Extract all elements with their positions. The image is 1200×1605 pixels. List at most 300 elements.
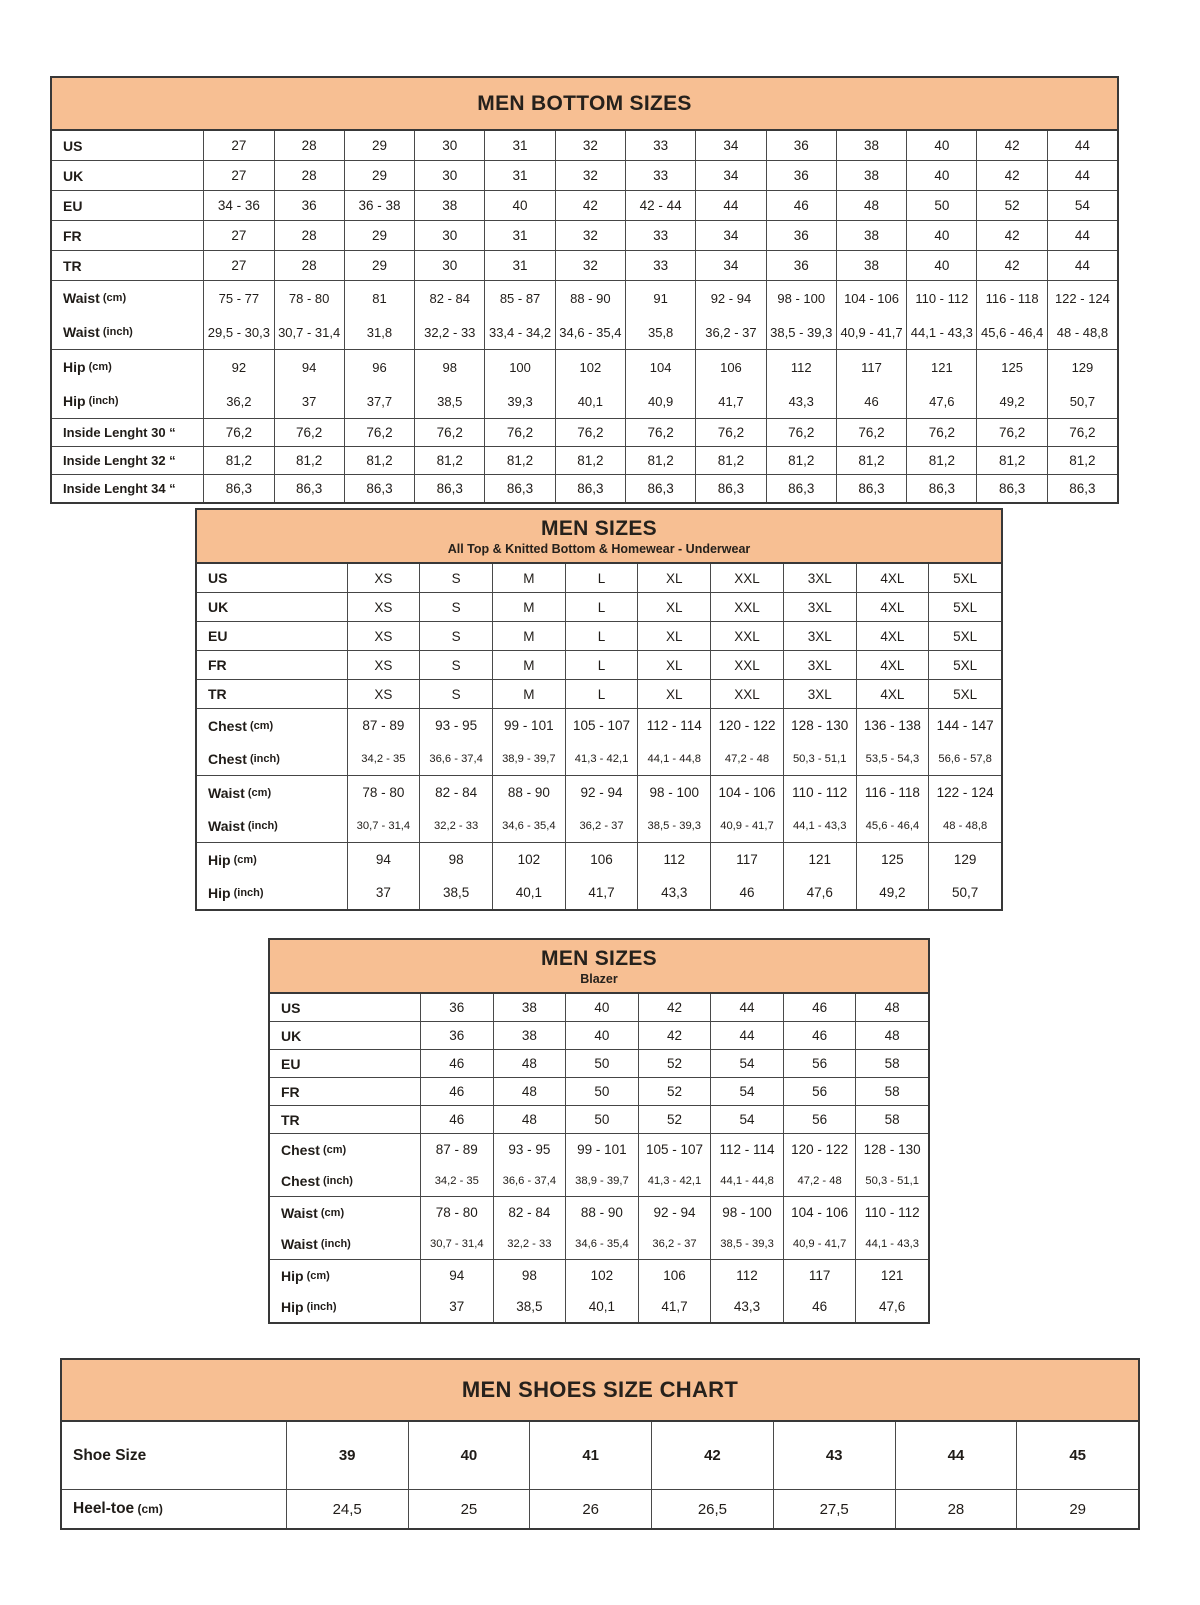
row-label	[52, 281, 203, 315]
value-cell: 102	[565, 1260, 638, 1291]
value-cell: 28	[274, 221, 344, 250]
value-cell: 106	[565, 843, 638, 876]
value-cell: 33,4 - 34,2	[484, 315, 554, 349]
value-cell: XS	[347, 593, 420, 621]
value-cell: 30,7 - 31,4	[420, 1228, 493, 1259]
row-label	[52, 251, 203, 280]
value-cell: 47,2 - 48	[710, 742, 783, 775]
value-cell: 99 - 101	[565, 1134, 638, 1165]
value-cell: 38,5 - 39,3	[637, 809, 710, 842]
value-cell: 28	[274, 251, 344, 280]
table-row	[52, 251, 1117, 280]
value-cell: 27	[203, 161, 273, 190]
table-header-band	[62, 1360, 1138, 1422]
value-cell: 42	[638, 994, 711, 1021]
row-label	[197, 776, 347, 809]
value-cell: 88 - 90	[555, 281, 625, 315]
value-cell: 112 - 114	[637, 709, 710, 742]
value-cell: 3XL	[783, 564, 856, 592]
value-cell: 38	[414, 191, 484, 220]
value-cell: 41,3 - 42,1	[565, 742, 638, 775]
value-cell: 33	[625, 161, 695, 190]
value-cell: 98 - 100	[710, 1197, 783, 1228]
value-cell: 94	[347, 843, 420, 876]
value-cell: 27	[203, 131, 273, 160]
value-cell: 122 - 124	[928, 776, 1001, 809]
value-cell: 78 - 80	[420, 1197, 493, 1228]
value-cell: 34,2 - 35	[347, 742, 420, 775]
row-label-text: TR	[281, 1111, 300, 1128]
value-cell: 91	[625, 281, 695, 315]
value-cell: 85 - 87	[484, 281, 554, 315]
table-row	[62, 1422, 1138, 1489]
table-row	[270, 1106, 928, 1133]
value-cell: 44	[710, 1022, 783, 1049]
value-cell: 32,2 - 33	[414, 315, 484, 349]
value-cell: 34,6 - 35,4	[492, 809, 565, 842]
row-label	[197, 843, 347, 876]
row-label-text: UK	[208, 599, 229, 615]
row-label	[270, 1197, 420, 1228]
value-cell: 125	[856, 843, 929, 876]
value-cell: 42	[638, 1022, 711, 1049]
value-cell: 44,1 - 43,3	[855, 1228, 928, 1259]
value-cell: 34	[695, 251, 765, 280]
table-row	[270, 1291, 928, 1322]
table-section	[270, 1133, 928, 1196]
value-cell: 76,2	[1047, 419, 1117, 446]
value-cell: 49,2	[976, 384, 1046, 418]
value-cell: 42	[976, 131, 1046, 160]
table-section	[197, 842, 1001, 909]
value-cell: 4XL	[856, 651, 929, 679]
row-label-text: US	[63, 137, 83, 154]
value-cell: XL	[637, 622, 710, 650]
value-cell: 46	[783, 1022, 856, 1049]
value-cell: 32	[555, 131, 625, 160]
table-row	[197, 843, 1001, 876]
value-cell: 98	[419, 843, 492, 876]
value-cell: 110 - 112	[783, 776, 856, 809]
value-cell: 30	[414, 221, 484, 250]
value-cell: 43,3	[710, 1291, 783, 1322]
value-cell: 47,6	[783, 876, 856, 909]
value-cell: L	[565, 593, 638, 621]
value-cell: 48	[493, 1106, 566, 1133]
value-cell: 49,2	[856, 876, 929, 909]
value-cell: 28	[274, 131, 344, 160]
value-cell: M	[492, 564, 565, 592]
value-cell: XL	[637, 593, 710, 621]
value-cell: 98	[414, 350, 484, 384]
table-row	[52, 315, 1117, 349]
value-cell: 117	[783, 1260, 856, 1291]
value-cell: 58	[855, 1078, 928, 1105]
row-label	[62, 1422, 286, 1489]
row-label-text: Waist	[281, 1235, 318, 1252]
table-section	[270, 1077, 928, 1105]
row-label-unit: (cm)	[319, 1143, 347, 1156]
value-cell: 34	[695, 161, 765, 190]
value-cell: 76,2	[555, 419, 625, 446]
value-cell: 102	[555, 350, 625, 384]
row-label	[52, 350, 203, 384]
value-cell: 86,3	[484, 475, 554, 502]
table-section	[270, 994, 928, 1021]
value-cell: 3XL	[783, 680, 856, 708]
value-cell: 50,7	[1047, 384, 1117, 418]
value-cell: 81,2	[414, 447, 484, 474]
value-cell: 25	[408, 1490, 530, 1528]
value-cell: 36,2 - 37	[638, 1228, 711, 1259]
value-cell: 38,9 - 39,7	[492, 742, 565, 775]
value-cell: 117	[836, 350, 906, 384]
value-cell: 31	[484, 131, 554, 160]
table-section	[270, 1049, 928, 1077]
value-cell: 112	[637, 843, 710, 876]
value-cell: 29	[344, 221, 414, 250]
value-cell: 38,5	[493, 1291, 566, 1322]
value-cell: L	[565, 651, 638, 679]
value-cell: 106	[695, 350, 765, 384]
row-label	[197, 876, 347, 909]
value-cell: 27	[203, 251, 273, 280]
value-cell: 56	[783, 1050, 856, 1077]
row-label-text: Hip	[63, 359, 86, 375]
value-cell: 81,2	[484, 447, 554, 474]
value-cell: S	[419, 651, 492, 679]
value-cell: 42	[976, 251, 1046, 280]
table-row	[270, 1078, 928, 1105]
value-cell: 42	[976, 161, 1046, 190]
table-section	[62, 1489, 1138, 1528]
row-label	[197, 622, 347, 650]
value-cell: 88 - 90	[565, 1197, 638, 1228]
value-cell: 40	[906, 251, 976, 280]
value-cell: 34,6 - 35,4	[565, 1228, 638, 1259]
table-row	[197, 876, 1001, 909]
men-shoes-size-chart-table	[60, 1358, 1140, 1530]
value-cell: 81,2	[274, 447, 344, 474]
value-cell: 38,5 - 39,3	[710, 1228, 783, 1259]
value-cell: 40,9 - 41,7	[836, 315, 906, 349]
value-cell: 37	[274, 384, 344, 418]
table-section	[270, 1196, 928, 1259]
row-label	[270, 1134, 420, 1165]
row-label-text: FR	[208, 657, 227, 673]
value-cell: 48	[855, 1022, 928, 1049]
value-cell: 99 - 101	[492, 709, 565, 742]
row-label	[197, 564, 347, 592]
value-cell: 44,1 - 43,3	[906, 315, 976, 349]
value-cell: 34	[695, 131, 765, 160]
value-cell: 81	[344, 281, 414, 315]
value-cell: 41,3 - 42,1	[638, 1165, 711, 1196]
row-label	[197, 651, 347, 679]
value-cell: 122 - 124	[1047, 281, 1117, 315]
value-cell: 76,2	[203, 419, 273, 446]
value-cell: 4XL	[856, 564, 929, 592]
row-label	[270, 1078, 420, 1105]
table-row	[52, 131, 1117, 160]
table-section	[270, 1259, 928, 1322]
value-cell: 50	[565, 1106, 638, 1133]
value-cell: 86,3	[695, 475, 765, 502]
value-cell: 33	[625, 251, 695, 280]
value-cell: 50,3 - 51,1	[783, 742, 856, 775]
row-label	[197, 742, 347, 775]
value-cell: 121	[783, 843, 856, 876]
value-cell: 36,6 - 37,4	[493, 1165, 566, 1196]
value-cell: 29	[344, 161, 414, 190]
value-cell: 86,3	[344, 475, 414, 502]
value-cell: 41,7	[638, 1291, 711, 1322]
table-section	[197, 592, 1001, 621]
row-label	[52, 315, 203, 349]
value-cell: 44	[895, 1422, 1017, 1489]
value-cell: 36	[766, 161, 836, 190]
value-cell: 29	[1016, 1490, 1138, 1528]
table-row	[52, 384, 1117, 418]
value-cell: 94	[420, 1260, 493, 1291]
value-cell: 48	[493, 1078, 566, 1105]
value-cell: L	[565, 564, 638, 592]
value-cell: 39,3	[484, 384, 554, 418]
value-cell: 26,5	[651, 1490, 773, 1528]
table-section	[62, 1422, 1138, 1489]
table-section	[52, 220, 1117, 250]
value-cell: 50,3 - 51,1	[855, 1165, 928, 1196]
value-cell: 32	[555, 161, 625, 190]
value-cell: 36,2	[203, 384, 273, 418]
table-section	[197, 650, 1001, 679]
value-cell: 48	[855, 994, 928, 1021]
value-cell: 30,7 - 31,4	[347, 809, 420, 842]
row-label-text: TR	[208, 686, 227, 702]
value-cell: 92	[203, 350, 273, 384]
value-cell: 46	[836, 384, 906, 418]
table-section	[52, 280, 1117, 349]
value-cell: 29,5 - 30,3	[203, 315, 273, 349]
row-label-text: EU	[208, 628, 228, 644]
value-cell: 40,1	[492, 876, 565, 909]
row-label-text: Inside Lenght 32 “	[63, 453, 176, 468]
men-bottom-sizes-table	[50, 76, 1119, 504]
table-row	[197, 680, 1001, 708]
value-cell: 54	[1047, 191, 1117, 220]
row-label-text: Hip	[208, 884, 231, 901]
value-cell: 31	[484, 251, 554, 280]
value-cell: 37	[420, 1291, 493, 1322]
value-cell: XS	[347, 680, 420, 708]
table-row	[270, 1260, 928, 1291]
value-cell: 129	[928, 843, 1001, 876]
table-row	[270, 1197, 928, 1228]
value-cell: 36	[274, 191, 344, 220]
value-cell: 112	[766, 350, 836, 384]
row-label-text: UK	[63, 167, 84, 184]
table-section	[197, 775, 1001, 842]
value-cell: 120 - 122	[710, 709, 783, 742]
value-cell: 46	[783, 994, 856, 1021]
value-cell: 30,7 - 31,4	[274, 315, 344, 349]
row-label	[52, 475, 203, 502]
value-cell: 87 - 89	[347, 709, 420, 742]
value-cell: 40,1	[555, 384, 625, 418]
value-cell: 36	[420, 1022, 493, 1049]
value-cell: 128 - 130	[855, 1134, 928, 1165]
value-cell: XL	[637, 680, 710, 708]
row-label-unit: (inch)	[230, 886, 264, 899]
value-cell: 43	[773, 1422, 895, 1489]
table-row	[52, 419, 1117, 446]
value-cell: 112 - 114	[710, 1134, 783, 1165]
men-sizes-tops-table	[195, 508, 1003, 911]
value-cell: 30	[414, 251, 484, 280]
value-cell: 3XL	[783, 622, 856, 650]
table-section	[52, 250, 1117, 280]
row-label-unit: (cm)	[99, 292, 127, 304]
table-row	[197, 564, 1001, 592]
row-label-text: EU	[281, 1055, 301, 1072]
value-cell: 45,6 - 46,4	[976, 315, 1046, 349]
table-section	[270, 1021, 928, 1049]
value-cell: L	[565, 622, 638, 650]
value-cell: 50	[906, 191, 976, 220]
value-cell: 116 - 118	[976, 281, 1046, 315]
value-cell: M	[492, 622, 565, 650]
value-cell: 81,2	[555, 447, 625, 474]
value-cell: 76,2	[976, 419, 1046, 446]
value-cell: 3XL	[783, 651, 856, 679]
value-cell: XL	[637, 564, 710, 592]
value-cell: 120 - 122	[783, 1134, 856, 1165]
value-cell: XS	[347, 564, 420, 592]
value-cell: 48	[493, 1050, 566, 1077]
value-cell: 43,3	[766, 384, 836, 418]
table-row	[52, 281, 1117, 315]
value-cell: 93 - 95	[493, 1134, 566, 1165]
value-cell: 30	[414, 161, 484, 190]
value-cell: 48	[836, 191, 906, 220]
value-cell: S	[419, 680, 492, 708]
value-cell: 82 - 84	[414, 281, 484, 315]
value-cell: 40	[906, 161, 976, 190]
value-cell: 75 - 77	[203, 281, 273, 315]
value-cell: 34,6 - 35,4	[555, 315, 625, 349]
value-cell: 5XL	[928, 593, 1001, 621]
value-cell: 38,9 - 39,7	[565, 1165, 638, 1196]
value-cell: 31	[484, 221, 554, 250]
row-label	[52, 384, 203, 418]
value-cell: 38,5	[414, 384, 484, 418]
value-cell: 48 - 48,8	[928, 809, 1001, 842]
value-cell: 136 - 138	[856, 709, 929, 742]
value-cell: 58	[855, 1050, 928, 1077]
value-cell: 88 - 90	[492, 776, 565, 809]
value-cell: 76,2	[344, 419, 414, 446]
value-cell: 29	[344, 131, 414, 160]
value-cell: 5XL	[928, 680, 1001, 708]
value-cell: 92 - 94	[638, 1197, 711, 1228]
row-label	[197, 809, 347, 842]
value-cell: 125	[976, 350, 1046, 384]
table-section	[52, 131, 1117, 160]
row-label	[52, 447, 203, 474]
table-section	[52, 160, 1117, 190]
table-section	[197, 679, 1001, 708]
table-section	[197, 621, 1001, 650]
value-cell: XXL	[710, 651, 783, 679]
value-cell: 50	[565, 1078, 638, 1105]
value-cell: 82 - 84	[419, 776, 492, 809]
value-cell: 112	[710, 1260, 783, 1291]
value-cell: S	[419, 564, 492, 592]
value-cell: 40	[906, 221, 976, 250]
table-row	[197, 776, 1001, 809]
value-cell: 44,1 - 43,3	[783, 809, 856, 842]
value-cell: 104 - 106	[710, 776, 783, 809]
row-label	[270, 994, 420, 1021]
value-cell: 44	[710, 994, 783, 1021]
value-cell: 4XL	[856, 593, 929, 621]
value-cell: 54	[710, 1078, 783, 1105]
row-label-unit: (inch)	[246, 752, 280, 765]
row-label-unit: (cm)	[303, 1269, 330, 1282]
value-cell: 86,3	[766, 475, 836, 502]
value-cell: 110 - 112	[906, 281, 976, 315]
value-cell: 78 - 80	[274, 281, 344, 315]
value-cell: 98 - 100	[766, 281, 836, 315]
value-cell: 47,2 - 48	[783, 1165, 856, 1196]
value-cell: 121	[855, 1260, 928, 1291]
row-label-unit: (inch)	[99, 326, 133, 338]
row-label	[270, 1228, 420, 1259]
table-title: MEN BOTTOM SIZES	[477, 91, 692, 115]
value-cell: 46	[766, 191, 836, 220]
table-row	[270, 1134, 928, 1165]
row-label-text: Chest	[208, 750, 247, 767]
table-header-band	[197, 510, 1001, 564]
row-label-text: Hip	[281, 1298, 304, 1315]
value-cell: 81,2	[836, 447, 906, 474]
value-cell: 41,7	[695, 384, 765, 418]
value-cell: M	[492, 680, 565, 708]
row-label	[52, 191, 203, 220]
value-cell: 100	[484, 350, 554, 384]
table-row	[52, 350, 1117, 384]
value-cell: 86,3	[555, 475, 625, 502]
value-cell: 58	[855, 1106, 928, 1133]
table-row	[197, 809, 1001, 842]
value-cell: 36	[766, 131, 836, 160]
row-label-unit: (inch)	[85, 395, 119, 407]
value-cell: L	[565, 680, 638, 708]
table-row	[197, 593, 1001, 621]
row-label	[197, 680, 347, 708]
row-label	[52, 419, 203, 446]
table-header-band	[52, 78, 1117, 131]
table-row	[270, 1228, 928, 1259]
value-cell: 86,3	[625, 475, 695, 502]
table-section	[52, 446, 1117, 474]
value-cell: 38	[836, 161, 906, 190]
value-cell: 44	[1047, 161, 1117, 190]
row-label-text: Heel-toe	[73, 1500, 135, 1517]
table-header-band	[270, 940, 928, 994]
value-cell: XS	[347, 622, 420, 650]
value-cell: 110 - 112	[855, 1197, 928, 1228]
